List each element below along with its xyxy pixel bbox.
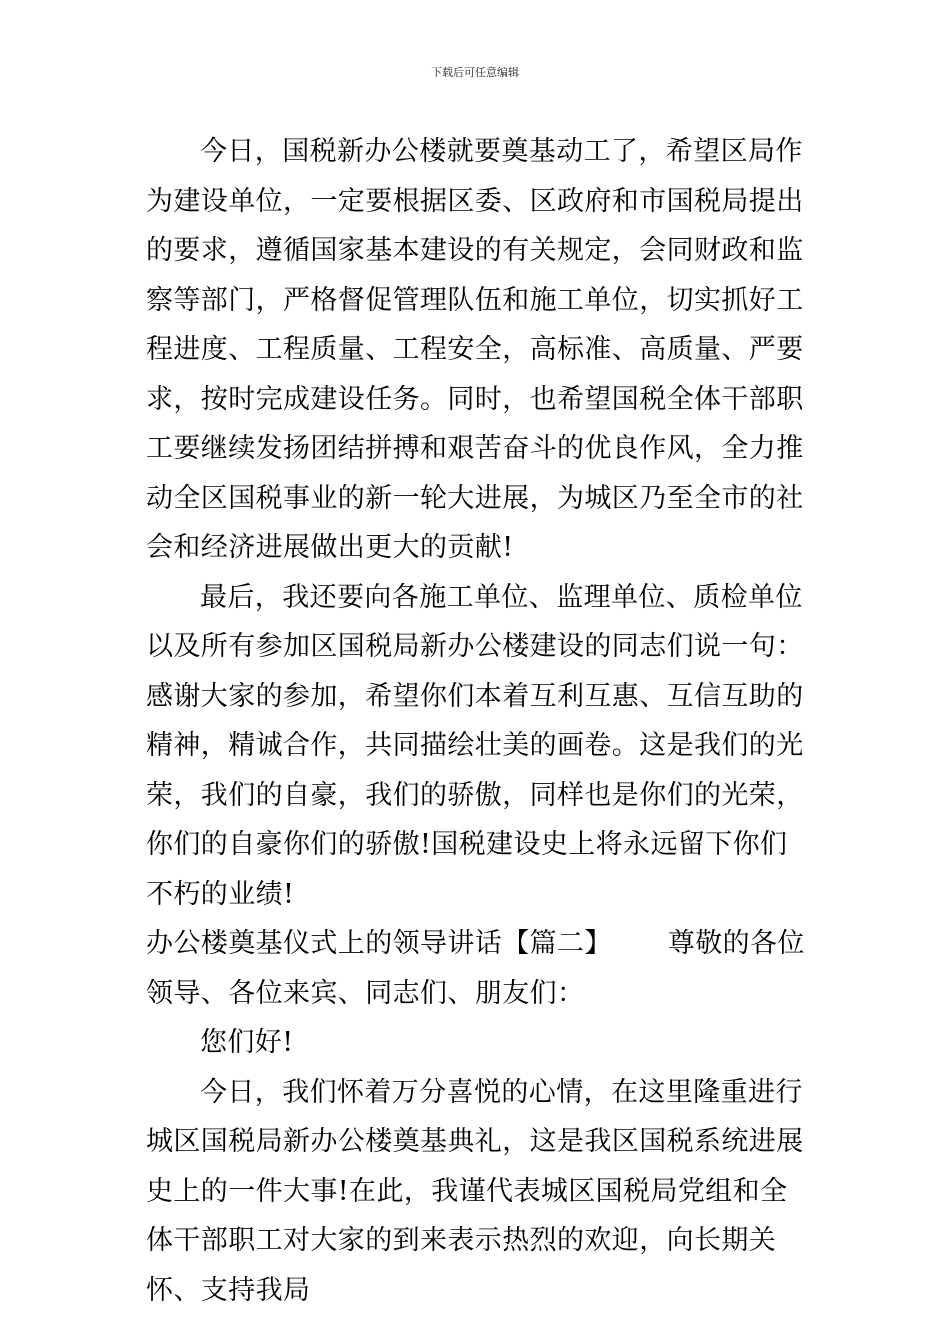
- paragraph-construction: 今日，国税新办公楼就要奠基动工了，希望区局作为建设单位，一定要根据区委、区政府和市国税局提出的要求，遵循国家基本建设的有关规定，会同财政和监察等部门，严格督促管理队伍和施工单位，切实抓好工程进度、工程质量、工程安全，高标准、高质量、严要求，按时完成建设任务。同时，也希望国税全体干部职工要继续发扬团结拼搏和艰苦奋斗的优良作风，全力推动全区国税事业的新一轮大进展，为城区乃至全市的社会和经济进展做出更大的贡献!: [146, 136, 804, 563]
- greeting: 您们好!: [200, 1027, 294, 1058]
- paragraph-welcome: 今日，我们怀着万分喜悦的心情，在这里隆重进行城区国税局新办公楼奠基典礼，这是我区国税系统进展史上的一件大事!在此，我谨代表城区国税局党组和全体干部职工对大家的到来表示热烈的欢迎，向长期关怀、支持我局: [146, 1076, 804, 1306]
- document-body: [146, 127, 814, 1315]
- salutation: 尊敬的各位领导、各位来宾、同志们、朋友们：: [146, 928, 805, 1009]
- section-heading: [146, 919, 814, 1018]
- header-note: 下载后可任意编辑: [431, 66, 519, 79]
- paragraph-thanks: 最后，我还要向各施工单位、监理单位、质检单位以及所有参加区国税局新办公楼建设的同志们说一句：感谢大家的参加，希望你们本着互利互惠、互信互助的精神，精诚合作，共同描绘壮美的画卷。这是我们的光荣，我们的自豪，我们的骄傲，同样也是你们的光荣，你们的自豪你们的骄傲!国税建设史上将永远留下你们不朽的业绩!: [146, 581, 804, 910]
- section-title: 办公楼奠基仪式上的领导讲话【篇二】: [146, 928, 612, 959]
